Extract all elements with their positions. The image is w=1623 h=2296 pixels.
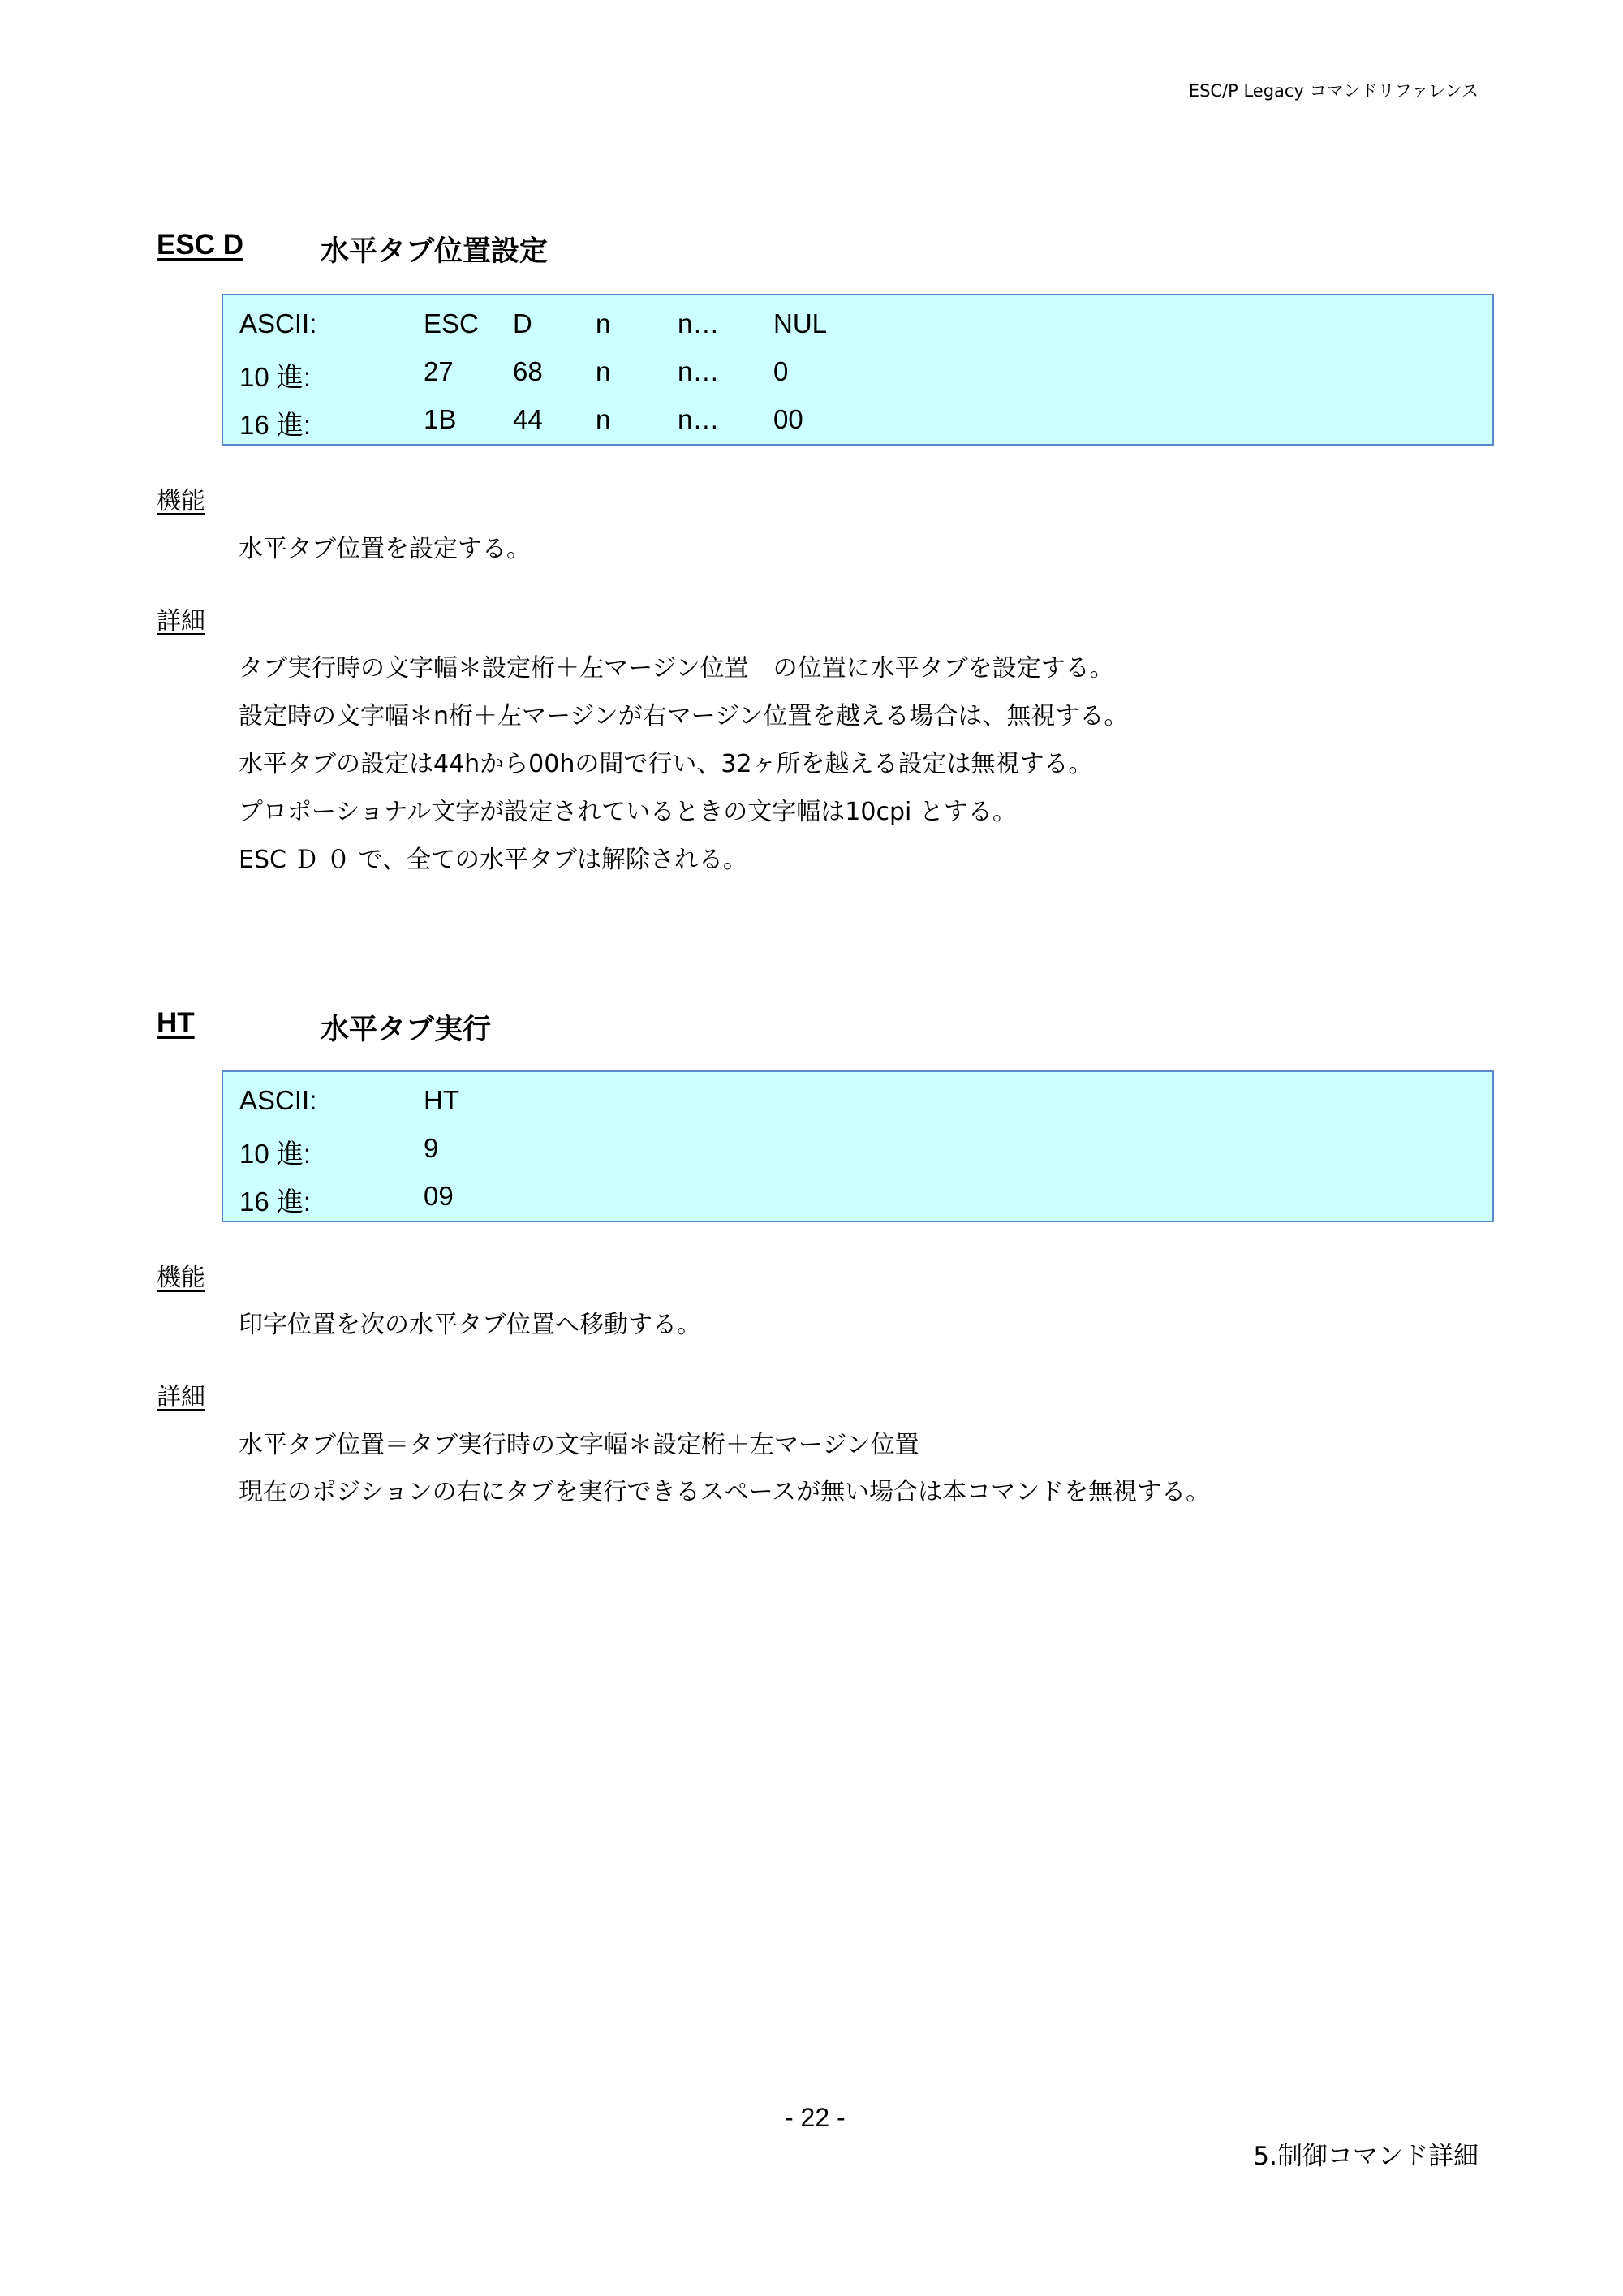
code-cell: 9 bbox=[424, 1133, 439, 1163]
code-cell: 09 bbox=[424, 1181, 454, 1211]
section-title-esc-d bbox=[157, 229, 553, 267]
detail-line: 現在のポジションの右にタブを実行できるスペースが無い場合は本コマンドを無視する。 bbox=[239, 1478, 1211, 1506]
chapter-footer: 5.制御コマンド詳細 bbox=[1253, 2142, 1479, 2171]
code-cell: HT bbox=[424, 1085, 459, 1115]
code-cell: D bbox=[513, 308, 532, 338]
row-label: 10 進: bbox=[239, 362, 312, 392]
detail-line: ESC Ｄ ０ で、全ての水平タブは解除される。 bbox=[239, 846, 747, 874]
code-cell: 00 bbox=[773, 404, 803, 434]
code-cell: 44 bbox=[513, 404, 543, 434]
function-text: 水平タブ位置を設定する。 bbox=[239, 535, 531, 563]
row-label: ASCII: bbox=[239, 308, 317, 338]
code-cell: n… bbox=[678, 308, 720, 338]
detail-line: タブ実行時の文字幅＊設定桁＋左マージン位置 の位置に水平タブを設定する。 bbox=[239, 654, 1114, 683]
command-code: ESC D bbox=[157, 229, 243, 261]
detail-line: 水平タブの設定は44hから00hの間で行い、32ヶ所を越える設定は無視する。 bbox=[239, 750, 1093, 778]
row-label: ASCII: bbox=[239, 1085, 317, 1115]
detail-heading: 詳細 bbox=[157, 1383, 205, 1411]
command-name: 水平タブ実行 bbox=[321, 1014, 492, 1045]
command-code-box bbox=[222, 1070, 1494, 1222]
code-cell: n bbox=[596, 404, 611, 434]
code-cell: 1B bbox=[424, 404, 457, 434]
section-title-ht bbox=[157, 1007, 492, 1045]
command-code: HT bbox=[157, 1007, 195, 1039]
row-label: 10 進: bbox=[239, 1139, 312, 1169]
code-cell: ESC bbox=[424, 308, 479, 338]
detail-line: プロポーショナル文字が設定されているときの文字幅は10cpi とする。 bbox=[239, 798, 1017, 826]
function-text: 印字位置を次の水平タブ位置へ移動する。 bbox=[239, 1311, 701, 1339]
document-header: ESC/P Legacy コマンドリファレンス bbox=[1188, 81, 1479, 101]
ascii-row bbox=[223, 308, 1492, 341]
code-cell: 68 bbox=[513, 356, 543, 386]
code-cell: n… bbox=[678, 404, 720, 434]
code-cell: NUL bbox=[773, 308, 828, 338]
command-name: 水平タブ位置設定 bbox=[321, 235, 549, 267]
page-number: - 22 - bbox=[785, 2103, 846, 2132]
decimal-row bbox=[223, 356, 1492, 392]
row-label: 16 進: bbox=[239, 1187, 312, 1217]
row-label: 16 進: bbox=[239, 410, 312, 440]
detail-line: 設定時の文字幅＊n桁＋左マージンが右マージン位置を越える場合は、無視する。 bbox=[239, 702, 1129, 730]
ascii-row bbox=[223, 1085, 1492, 1118]
detail-line: 水平タブ位置＝タブ実行時の文字幅＊設定桁＋左マージン位置 bbox=[239, 1431, 919, 1459]
function-heading: 機能 bbox=[157, 487, 205, 515]
code-cell: 27 bbox=[424, 356, 454, 386]
code-cell: n… bbox=[678, 356, 720, 386]
code-cell: n bbox=[596, 308, 611, 338]
command-code-box bbox=[222, 294, 1494, 446]
hex-row bbox=[223, 1181, 1492, 1217]
decimal-row bbox=[223, 1133, 1492, 1169]
function-heading: 機能 bbox=[157, 1264, 205, 1292]
code-cell: 0 bbox=[773, 356, 789, 386]
hex-row bbox=[223, 404, 1492, 440]
detail-heading: 詳細 bbox=[157, 607, 205, 635]
code-cell: n bbox=[596, 356, 611, 386]
